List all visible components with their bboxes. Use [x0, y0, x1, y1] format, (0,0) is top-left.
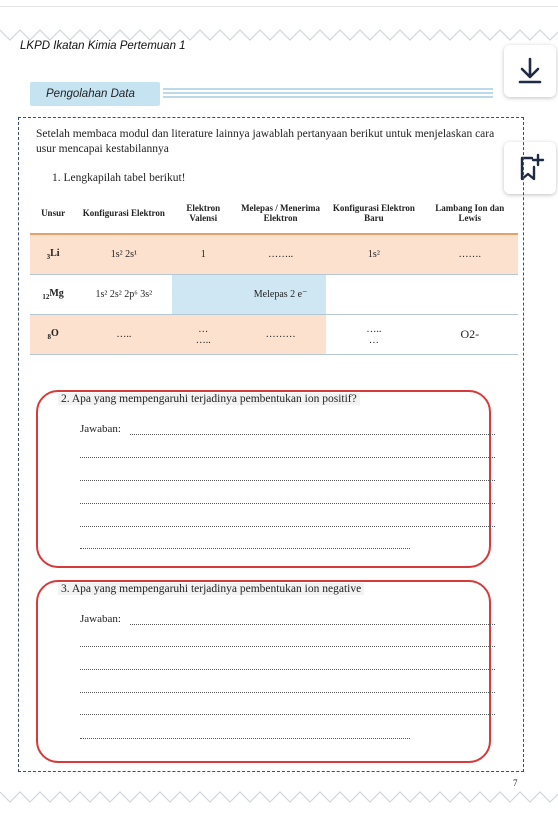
header-lambang: Lambang Ion dan Lewis	[435, 203, 505, 223]
answer-line[interactable]	[80, 457, 495, 458]
top-border	[0, 0, 558, 7]
header-konfigurasi: Konfigurasi Elektron	[82, 208, 165, 218]
element-cell: $_{12}$Mg	[30, 275, 76, 315]
newconfig-cell[interactable]: ….. …	[326, 315, 421, 355]
table-row	[30, 234, 518, 275]
element-cell: $_8$O	[30, 315, 76, 355]
config-cell[interactable]: 1s² 2s¹	[76, 234, 171, 275]
page-number: 7	[513, 778, 518, 788]
answer-line[interactable]	[80, 738, 410, 739]
newconfig-cell[interactable]	[326, 275, 421, 315]
question-1-label: 1. Lengkapilah tabel berikut!	[52, 172, 186, 184]
action-cell[interactable]: ……..	[235, 234, 326, 275]
question-2-answer-label: Jawaban:	[80, 423, 121, 435]
config-cell[interactable]: …..	[76, 315, 171, 355]
question-3-box	[36, 580, 491, 763]
table-row	[30, 315, 518, 355]
table-row	[30, 275, 518, 315]
question-3-text: 3. Apa yang mempengaruhi terjadinya pembentukan ion negative	[58, 583, 364, 595]
document-title: LKPD Ikatan Kimia Pertemuan 1	[20, 40, 186, 52]
config-cell[interactable]: 1s² 2s² 2p⁶ 3s²	[76, 275, 171, 315]
answer-line[interactable]	[80, 526, 495, 527]
answer-line[interactable]	[130, 434, 495, 435]
section-label: Pengolahan Data	[30, 82, 160, 106]
header-unsur: Unsur	[41, 208, 66, 218]
question-2-text: 2. Apa yang mempengaruhi terjadinya pembentukan ion positif?	[58, 393, 360, 405]
ion-cell[interactable]: …….	[422, 234, 518, 275]
table-header-row	[30, 193, 518, 234]
header-konfigurasi-baru: Konfigurasi Elektron Baru	[332, 203, 415, 223]
ion-cell[interactable]: O2-	[422, 315, 518, 355]
newconfig-cell[interactable]: 1s²	[326, 234, 421, 275]
download-icon	[515, 56, 545, 86]
action-cell[interactable]: Melepas 2 e⁻	[235, 275, 326, 315]
header-valensi: Elektron Valensi	[186, 203, 221, 223]
answer-line[interactable]	[80, 692, 495, 693]
answer-line[interactable]	[80, 646, 495, 647]
question-2-box	[36, 390, 491, 568]
decorative-zigzag-bottom	[0, 790, 558, 804]
instructions-text: Setelah membaca modul dan literature lainnya jawablah pertanyaan berikut untuk menjelaskan cara usur mencapai kestabilannya	[36, 128, 495, 155]
element-cell: $_3$Li	[30, 234, 76, 275]
ion-cell[interactable]	[422, 275, 518, 315]
valence-cell[interactable]: … …..	[172, 315, 235, 355]
answer-line[interactable]	[80, 714, 495, 715]
answer-line[interactable]	[80, 480, 495, 481]
header-melepas: Melepas / Menerima Elektron	[241, 203, 321, 223]
answer-line[interactable]	[80, 548, 410, 549]
question-3-answer-label: Jawaban:	[80, 613, 121, 625]
download-button[interactable]	[504, 45, 556, 97]
valence-cell[interactable]	[172, 275, 235, 315]
answer-line[interactable]	[80, 669, 495, 670]
section-stripes	[163, 88, 493, 102]
valence-cell[interactable]: 1	[172, 234, 235, 275]
answer-line[interactable]	[130, 624, 495, 625]
data-table	[30, 193, 518, 355]
action-cell[interactable]: ………	[235, 315, 326, 355]
answer-line[interactable]	[80, 503, 495, 504]
